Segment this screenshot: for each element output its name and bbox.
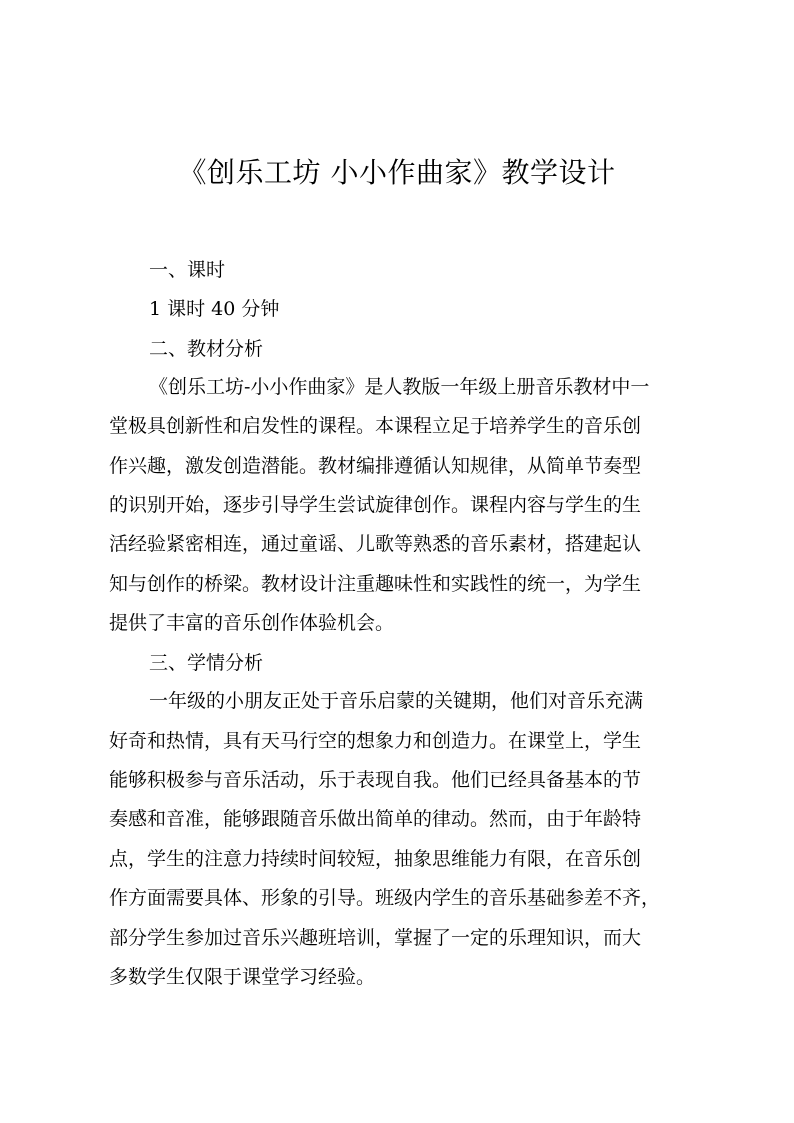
paragraph-line: 堂极具创新性和启发性的课程。本课程立足于培养学生的音乐创 bbox=[109, 415, 642, 437]
paragraph-line: 好奇和热情，具有天马行空的想象力和创造力。在课堂上，学生 bbox=[109, 730, 642, 752]
paragraph-line: 提供了丰富的音乐创作体验机会。 bbox=[109, 612, 395, 634]
paragraph-line: 多数学生仅限于课堂学习经验。 bbox=[109, 966, 376, 988]
paragraph-line: 作兴趣，激发创造潜能。教材编排遵循认知规律，从简单节奏型 bbox=[109, 455, 642, 477]
section-heading-class-hours: 一、课时 bbox=[149, 259, 226, 281]
paragraph-line: 1 课时 40 分钟 bbox=[149, 298, 280, 320]
section-heading-learner-analysis: 三、学情分析 bbox=[149, 652, 264, 674]
paragraph-line: 部分学生参加过音乐兴趣班培训，掌握了一定的乐理知识，而大 bbox=[109, 927, 642, 949]
document-title: 《创乐工坊 小小作曲家》教学设计 bbox=[178, 156, 616, 189]
paragraph-line: 能够积极参与音乐活动，乐于表现自我。他们已经具备基本的节 bbox=[109, 769, 642, 791]
paragraph-line: 知与创作的桥梁。教材设计注重趣味性和实践性的统一，为学生 bbox=[109, 573, 642, 595]
paragraph-line: 点，学生的注意力持续时间较短，抽象思维能力有限，在音乐创 bbox=[109, 848, 642, 870]
paragraph-line: 活经验紧密相连，通过童谣、儿歌等熟悉的音乐素材，搭建起认 bbox=[109, 533, 642, 555]
paragraph-line: 的识别开始，逐步引导学生尝试旋律创作。课程内容与学生的生 bbox=[109, 494, 642, 516]
paragraph-line: 《创乐工坊-小小作曲家》是人教版一年级上册音乐教材中一 bbox=[149, 376, 650, 398]
paragraph-line: 作方面需要具体、形象的引导。班级内学生的音乐基础参差不齐， bbox=[109, 887, 661, 909]
section-heading-material-analysis: 二、教材分析 bbox=[149, 338, 264, 360]
paragraph-line: 一年级的小朋友正处于音乐启蒙的关键期，他们对音乐充满 bbox=[149, 690, 644, 712]
paragraph-line: 奏感和音准，能够跟随音乐做出简单的律动。然而，由于年龄特 bbox=[109, 808, 642, 830]
